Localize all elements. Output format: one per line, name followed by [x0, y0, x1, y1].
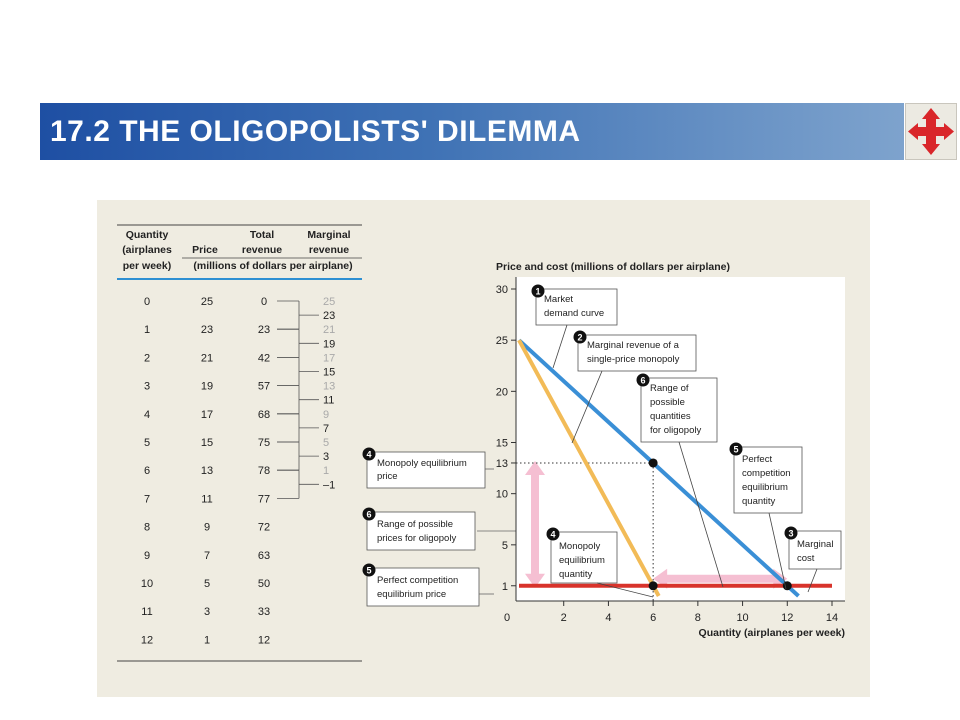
table-cell-total-revenue: 68: [257, 408, 271, 421]
annotation-text: cost: [797, 553, 815, 564]
marginal-revenue-value: 23: [323, 310, 336, 323]
table-cell-quantity: 2: [143, 352, 151, 365]
badge-4: 4: [550, 529, 556, 540]
table-cell-quantity: 5: [143, 437, 151, 449]
annotation-text: competition: [742, 468, 791, 479]
annotation-monopoly-price: [363, 448, 486, 489]
header-total-2: revenue: [241, 244, 283, 256]
table-cell-price: 11: [201, 493, 213, 506]
annotation-text: demand curve: [544, 308, 605, 319]
header-price: Price: [192, 244, 218, 256]
y-tick-label: 5: [501, 539, 508, 552]
table-cell-price: 17: [200, 408, 214, 421]
table-cell-price: 25: [200, 296, 214, 308]
table-cell-total-revenue: 23: [257, 324, 271, 337]
table-cell-price: 9: [203, 521, 211, 534]
header-quantity-2: (airplanes: [122, 244, 172, 256]
marginal-revenue-faded: 13: [323, 380, 336, 393]
table-cell-price: 1: [203, 634, 211, 647]
marginal-revenue-value: 7: [323, 422, 330, 435]
table-cell-price: 15: [200, 437, 214, 449]
annotation-text: Monopoly: [559, 541, 601, 552]
badge-5: 5: [733, 444, 739, 455]
x-tick-label: 4: [605, 612, 612, 624]
table-cell-price: 23: [200, 324, 214, 337]
header-marginal-2: revenue: [308, 244, 350, 256]
y-tick-label: 25: [495, 335, 508, 348]
table-cell-total-revenue: 42: [257, 352, 271, 365]
table-cell-total-revenue: 0: [260, 296, 268, 308]
annotation-text: single-price monopoly: [587, 354, 680, 365]
marginal-revenue-value: 19: [323, 338, 336, 351]
annotation-marginal-cost: [785, 527, 842, 570]
y-tick-label: 15: [495, 437, 508, 450]
annotation-demand: [532, 285, 618, 326]
table-cell-price: 13: [200, 465, 214, 478]
title-bar: [40, 103, 904, 160]
table-cell-quantity: 1: [143, 324, 151, 337]
marginal-revenue-faded: 5: [323, 437, 330, 449]
table-cell-quantity: 0: [143, 296, 151, 308]
annotation-text: prices for oligopoly: [377, 533, 457, 544]
table-cell-total-revenue: 57: [257, 380, 271, 393]
header-marginal-1: Marginal: [307, 229, 351, 241]
x-axis-title: Quantity (airplanes per week): [698, 627, 845, 639]
annotation-text: quantity: [559, 569, 593, 580]
badge-6: 6: [640, 375, 646, 386]
badge-3: 3: [788, 528, 794, 539]
annotation-text: quantity: [742, 496, 776, 507]
annotation-text: Marginal revenue of a: [587, 340, 679, 351]
annotation-text: Range of: [650, 383, 689, 394]
nav-button[interactable]: [905, 103, 957, 160]
annotation-text: Marginal: [797, 539, 834, 550]
table-cell-quantity: 12: [140, 634, 154, 647]
header-quantity-1: Quantity: [125, 229, 169, 241]
table-cell-quantity: 6: [143, 465, 151, 478]
header-total-1: Total: [249, 229, 275, 241]
x-tick-label: 2: [560, 612, 567, 624]
marginal-revenue-value: 11: [323, 394, 335, 407]
annotation-monopoly-quantity: [547, 528, 618, 584]
badge-5: 5: [366, 565, 372, 576]
table-cell-price: 21: [200, 352, 214, 365]
table-cell-price: 3: [203, 606, 211, 619]
annotation-oligopoly-prices: [363, 508, 476, 551]
y-tick-label: 13: [495, 457, 508, 470]
figure-panel: [97, 200, 870, 697]
annotation-text: Range of possible: [377, 519, 454, 530]
y-axis-title: Price and cost (millions of dollars per airplane): [496, 261, 730, 273]
annotation-text: price: [377, 471, 398, 482]
marginal-revenue-faded: 17: [323, 352, 336, 365]
table-cell-price: 7: [203, 549, 211, 562]
table-cell-total-revenue: 75: [257, 437, 271, 449]
annotation-oligopoly-quantities: [637, 374, 718, 443]
table-cell-total-revenue: 72: [257, 521, 271, 534]
slide-title: 17.2 THE OLIGOPOLISTS' DILEMMA: [50, 115, 581, 148]
equilibrium-point: [783, 581, 792, 590]
table-rows: [141, 296, 270, 646]
marginal-revenue-value: 15: [323, 366, 336, 379]
y-tick-label: 30: [495, 284, 508, 296]
badge-1: 1: [535, 286, 541, 297]
table-cell-quantity: 8: [143, 521, 151, 534]
annotation-competition-quantity: [730, 443, 803, 514]
annotation-text: equilibrium price: [377, 589, 447, 600]
table-cell-price: 19: [200, 380, 214, 393]
revenue-table: [117, 225, 362, 661]
y-tick-label: 1: [501, 580, 508, 593]
marginal-revenue-faded: 25: [323, 296, 336, 308]
annotation-text: Perfect competition: [377, 575, 459, 586]
table-cell-quantity: 9: [143, 549, 151, 562]
marginal-revenue-faded: 1: [323, 465, 330, 478]
y-tick-label: 10: [495, 488, 508, 501]
x-tick-label: 6: [650, 612, 657, 624]
four-way-arrows-icon: [906, 104, 956, 159]
x-tick-label: 14: [825, 612, 839, 624]
header-units: (millions of dollars per airplane): [193, 260, 353, 272]
marginal-revenue-faded: 9: [323, 408, 330, 421]
table-cell-quantity: 7: [143, 493, 151, 506]
badge-2: 2: [577, 332, 583, 343]
y-tick-label: 20: [495, 386, 508, 399]
x-tick-label: 0: [503, 612, 511, 624]
header-quantity-3: per week): [122, 260, 172, 272]
annotation-text: for oligopoly: [650, 425, 702, 436]
x-tick-label: 10: [736, 612, 749, 624]
equilibrium-point: [649, 458, 658, 467]
table-cell-quantity: 3: [143, 380, 151, 393]
annotation-text: Market: [544, 294, 574, 305]
figure-svg: [97, 200, 870, 697]
x-tick-label: 8: [694, 612, 701, 624]
marginal-revenue-value: 3: [323, 451, 330, 464]
annotation-competition-price: [363, 564, 480, 607]
annotation-text: Perfect: [742, 454, 773, 465]
annotation-marginal-revenue: [574, 331, 697, 372]
table-cell-total-revenue: 50: [257, 578, 271, 590]
equilibrium-point: [649, 581, 658, 590]
table-cell-total-revenue: 78: [257, 465, 271, 478]
table-cell-total-revenue: 12: [257, 634, 271, 647]
table-cell-quantity: 11: [141, 606, 153, 619]
marginal-revenue-faded: 21: [323, 324, 336, 337]
annotation-text: quantities: [650, 411, 691, 422]
table-cell-total-revenue: 33: [257, 606, 271, 619]
marginal-revenue-brackets: [277, 296, 335, 498]
badge-4: 4: [366, 449, 372, 460]
table-cell-total-revenue: 63: [257, 549, 271, 562]
table-cell-price: 5: [203, 578, 211, 590]
annotation-text: possible: [650, 397, 685, 408]
annotation-text: Monopoly equilibrium: [377, 458, 467, 469]
table-cell-quantity: 10: [140, 578, 154, 590]
x-tick-label: 12: [781, 612, 794, 624]
badge-6: 6: [366, 509, 372, 520]
annotation-text: equilibrium: [559, 555, 605, 566]
table-cell-quantity: 4: [143, 408, 151, 421]
annotation-text: equilibrium: [742, 482, 788, 493]
table-cell-total-revenue: 77: [257, 493, 271, 506]
marginal-revenue-value: –1: [323, 479, 336, 492]
